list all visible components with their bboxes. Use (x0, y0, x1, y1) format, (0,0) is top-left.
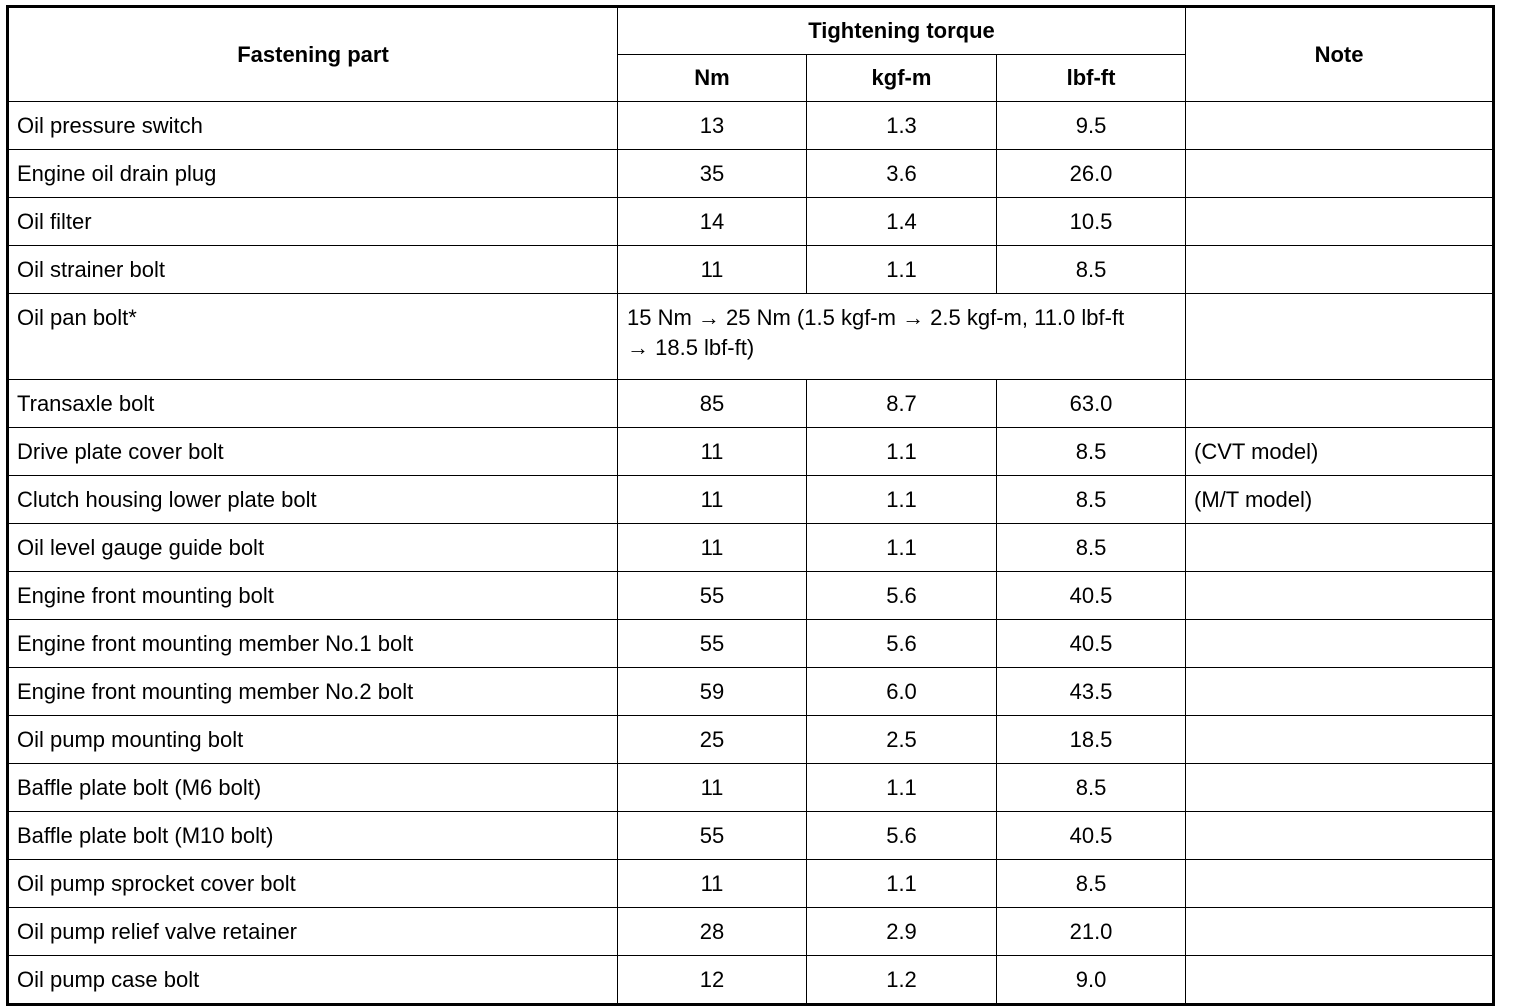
fastening-part-cell: Oil strainer bolt (8, 246, 618, 294)
note-cell: (M/T model) (1186, 476, 1494, 524)
fastening-part-cell: Engine oil drain plug (8, 150, 618, 198)
fastening-part-cell: Oil pressure switch (8, 102, 618, 150)
fastening-part-cell: Clutch housing lower plate bolt (8, 476, 618, 524)
torque-lbfft-cell: 40.5 (997, 572, 1186, 620)
note-cell (1186, 620, 1494, 668)
torque-lbfft-cell: 8.5 (997, 246, 1186, 294)
note-cell (1186, 956, 1494, 1005)
table-row (8, 102, 1494, 150)
fastening-part-cell: Oil pump relief valve retainer (8, 908, 618, 956)
torque-lbfft-cell: 8.5 (997, 428, 1186, 476)
torque-lbfft-cell: 43.5 (997, 668, 1186, 716)
note-cell (1186, 908, 1494, 956)
torque-lbfft-cell: 26.0 (997, 150, 1186, 198)
torque-kgfm-cell: 2.9 (807, 908, 997, 956)
torque-kgfm-cell: 1.3 (807, 102, 997, 150)
fastening-part-cell: Transaxle bolt (8, 380, 618, 428)
torque-nm-cell: 14 (618, 198, 807, 246)
fastening-part-cell: Oil pump sprocket cover bolt (8, 860, 618, 908)
torque-nm-cell: 35 (618, 150, 807, 198)
fastening-part-cell: Engine front mounting member No.1 bolt (8, 620, 618, 668)
torque-kgfm-cell: 5.6 (807, 620, 997, 668)
table-row (8, 476, 1494, 524)
torque-nm-cell: 11 (618, 246, 807, 294)
torque-kgfm-cell: 5.6 (807, 572, 997, 620)
unit-header-nm: Nm (618, 55, 807, 102)
tightening-torque-header: Tightening torque (618, 7, 1186, 55)
note-cell: (CVT model) (1186, 428, 1494, 476)
table-row (8, 764, 1494, 812)
combined-torque-cell: 15 Nm → 25 Nm (1.5 kgf-m → 2.5 kgf-m, 11.0 lbf-ft → 18.5 lbf-ft) (618, 294, 1186, 380)
fastening-part-cell: Baffle plate bolt (M6 bolt) (8, 764, 618, 812)
note-cell (1186, 294, 1494, 380)
torque-nm-cell: 11 (618, 764, 807, 812)
note-cell (1186, 716, 1494, 764)
header-row-1 (8, 7, 1494, 55)
fastening-part-cell: Oil level gauge guide bolt (8, 524, 618, 572)
torque-kgfm-cell: 5.6 (807, 812, 997, 860)
note-cell (1186, 764, 1494, 812)
note-cell (1186, 524, 1494, 572)
table-row (8, 380, 1494, 428)
torque-lbfft-cell: 8.5 (997, 524, 1186, 572)
note-cell (1186, 198, 1494, 246)
unit-header-lbfft: lbf-ft (997, 55, 1186, 102)
table-row (8, 572, 1494, 620)
torque-lbfft-cell: 10.5 (997, 198, 1186, 246)
torque-nm-cell: 25 (618, 716, 807, 764)
table-body (8, 102, 1494, 1005)
table-header (8, 7, 1494, 102)
torque-kgfm-cell: 3.6 (807, 150, 997, 198)
note-cell (1186, 246, 1494, 294)
torque-kgfm-cell: 1.1 (807, 246, 997, 294)
torque-kgfm-cell: 1.1 (807, 476, 997, 524)
table-row (8, 716, 1494, 764)
torque-kgfm-cell: 6.0 (807, 668, 997, 716)
fastening-part-cell: Baffle plate bolt (M10 bolt) (8, 812, 618, 860)
table-row (8, 668, 1494, 716)
torque-lbfft-cell: 18.5 (997, 716, 1186, 764)
fastening-part-cell: Engine front mounting bolt (8, 572, 618, 620)
note-cell (1186, 860, 1494, 908)
note-cell (1186, 572, 1494, 620)
torque-nm-cell: 11 (618, 524, 807, 572)
note-cell (1186, 102, 1494, 150)
torque-kgfm-cell: 1.4 (807, 198, 997, 246)
torque-lbfft-cell: 63.0 (997, 380, 1186, 428)
fastening-part-cell: Oil pump case bolt (8, 956, 618, 1005)
table-row (8, 812, 1494, 860)
torque-specification-table (6, 5, 1495, 1006)
torque-nm-cell: 13 (618, 102, 807, 150)
fastening-part-cell: Oil pan bolt* (8, 294, 618, 380)
table-row (8, 860, 1494, 908)
torque-nm-cell: 85 (618, 380, 807, 428)
table-row (8, 524, 1494, 572)
torque-kgfm-cell: 2.5 (807, 716, 997, 764)
note-header: Note (1186, 7, 1494, 102)
torque-lbfft-cell: 40.5 (997, 620, 1186, 668)
table-row (8, 620, 1494, 668)
torque-kgfm-cell: 8.7 (807, 380, 997, 428)
table-row (8, 428, 1494, 476)
fastening-part-cell: Oil filter (8, 198, 618, 246)
torque-kgfm-cell: 1.1 (807, 764, 997, 812)
table-row (8, 294, 1494, 380)
fastening-part-cell: Drive plate cover bolt (8, 428, 618, 476)
torque-kgfm-cell: 1.1 (807, 428, 997, 476)
torque-nm-cell: 59 (618, 668, 807, 716)
table-row (8, 956, 1494, 1005)
fastening-part-cell: Oil pump mounting bolt (8, 716, 618, 764)
torque-nm-cell: 11 (618, 476, 807, 524)
unit-header-kgfm: kgf-m (807, 55, 997, 102)
torque-lbfft-cell: 40.5 (997, 812, 1186, 860)
torque-nm-cell: 55 (618, 620, 807, 668)
torque-lbfft-cell: 8.5 (997, 476, 1186, 524)
note-cell (1186, 668, 1494, 716)
torque-kgfm-cell: 1.2 (807, 956, 997, 1005)
note-cell (1186, 150, 1494, 198)
note-cell (1186, 380, 1494, 428)
torque-nm-cell: 28 (618, 908, 807, 956)
torque-kgfm-cell: 1.1 (807, 524, 997, 572)
table-row (8, 246, 1494, 294)
torque-lbfft-cell: 8.5 (997, 764, 1186, 812)
note-cell (1186, 812, 1494, 860)
torque-nm-cell: 11 (618, 428, 807, 476)
fastening-part-header: Fastening part (8, 7, 618, 102)
torque-lbfft-cell: 9.5 (997, 102, 1186, 150)
table-row (8, 908, 1494, 956)
table-row (8, 150, 1494, 198)
torque-nm-cell: 12 (618, 956, 807, 1005)
torque-nm-cell: 55 (618, 812, 807, 860)
torque-lbfft-cell: 9.0 (997, 956, 1186, 1005)
torque-nm-cell: 55 (618, 572, 807, 620)
torque-lbfft-cell: 8.5 (997, 860, 1186, 908)
fastening-part-cell: Engine front mounting member No.2 bolt (8, 668, 618, 716)
torque-kgfm-cell: 1.1 (807, 860, 997, 908)
torque-lbfft-cell: 21.0 (997, 908, 1186, 956)
table-row (8, 198, 1494, 246)
torque-nm-cell: 11 (618, 860, 807, 908)
